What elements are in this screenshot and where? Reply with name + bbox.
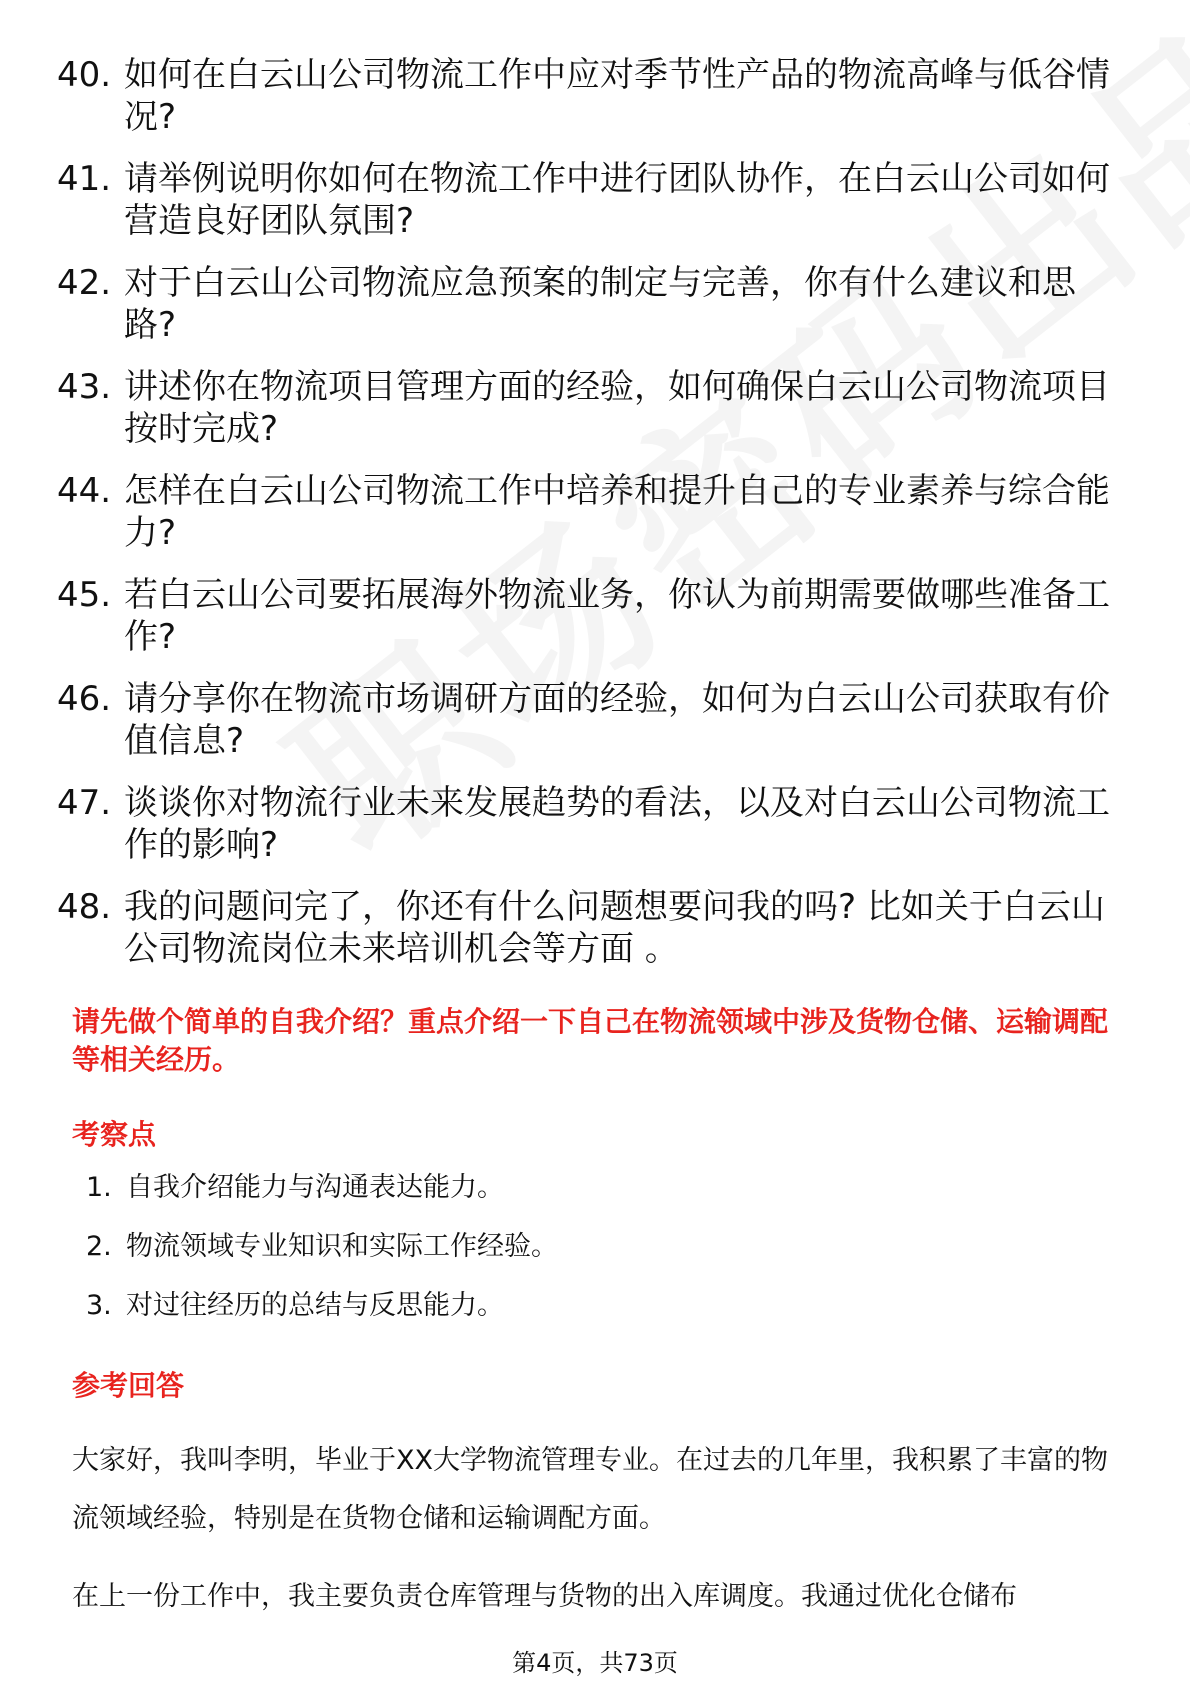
point-number: 3. xyxy=(86,1290,112,1321)
question-number: 48. xyxy=(57,887,112,927)
question-text: 对于白云山公司物流应急预案的制定与完善，你有什么建议和思路? xyxy=(124,263,1076,345)
reference-title: 参考回答 xyxy=(72,1369,185,1402)
question-number: 47. xyxy=(57,783,112,823)
featured-question: 请先做个简单的自我介绍？重点介绍一下自己在物流领域中涉及货物仓储、运输调配等相关经历。 xyxy=(72,1005,1109,1076)
assessment-points xyxy=(86,1170,1086,1347)
point-number: 1. xyxy=(86,1172,112,1203)
question-item xyxy=(57,158,1117,242)
question-number: 46. xyxy=(57,679,112,719)
question-item xyxy=(57,574,1117,658)
question-item xyxy=(57,886,1117,970)
question-text: 我的问题问完了，你还有什么问题想要问我的吗? 比如关于白云山公司物流岗位未来培训机会等方面 。 xyxy=(124,887,1105,969)
point-text: 对过往经历的总结与反思能力。 xyxy=(126,1290,504,1321)
question-text: 怎样在白云山公司物流工作中培养和提升自己的专业素养与综合能力? xyxy=(124,471,1110,553)
question-text: 讲述你在物流项目管理方面的经验，如何确保白云山公司物流项目按时完成? xyxy=(124,367,1110,449)
question-item xyxy=(57,366,1117,450)
question-text: 如何在白云山公司物流工作中应对季节性产品的物流高峰与低谷情况? xyxy=(124,55,1110,137)
assessment-point xyxy=(86,1170,1086,1206)
question-text: 请分享你在物流市场调研方面的经验，如何为白云山公司获取有价值信息? xyxy=(124,679,1110,761)
question-list xyxy=(57,54,1117,990)
question-number: 40. xyxy=(57,55,112,95)
question-number: 41. xyxy=(57,159,112,199)
question-item xyxy=(57,782,1117,866)
assessment-point xyxy=(86,1229,1086,1265)
question-item xyxy=(57,678,1117,762)
assessment-point xyxy=(86,1288,1086,1324)
page-footer: 第4页，共73页 xyxy=(512,1649,678,1677)
question-text: 谈谈你对物流行业未来发展趋势的看法，以及对白云山公司物流工作的影响? xyxy=(124,783,1110,865)
question-number: 44. xyxy=(57,471,112,511)
answer-paragraph: 大家好，我叫李明，毕业于XX大学物流管理专业。在过去的几年里，我积累了丰富的物流领域经验，特别是在货物仓储和运输调配方面。 xyxy=(72,1445,1108,1534)
question-item xyxy=(57,470,1117,554)
point-text: 自我介绍能力与沟通表达能力。 xyxy=(126,1172,504,1203)
question-number: 43. xyxy=(57,367,112,407)
question-text: 请举例说明你如何在物流工作中进行团队协作，在白云山公司如何营造良好团队氛围? xyxy=(124,159,1110,241)
point-text: 物流领域专业知识和实际工作经验。 xyxy=(126,1231,558,1262)
answer-paragraph: 在上一份工作中，我主要负责仓库管理与货物的出入库调度。我通过优化仓储布 xyxy=(72,1581,1017,1612)
question-text: 若白云山公司要拓展海外物流业务，你认为前期需要做哪些准备工作? xyxy=(124,575,1110,657)
question-number: 45. xyxy=(57,575,112,615)
point-number: 2. xyxy=(86,1231,112,1262)
assessment-title: 考察点 xyxy=(72,1118,157,1151)
question-item xyxy=(57,262,1117,346)
question-number: 42. xyxy=(57,263,112,303)
question-item xyxy=(57,54,1117,138)
